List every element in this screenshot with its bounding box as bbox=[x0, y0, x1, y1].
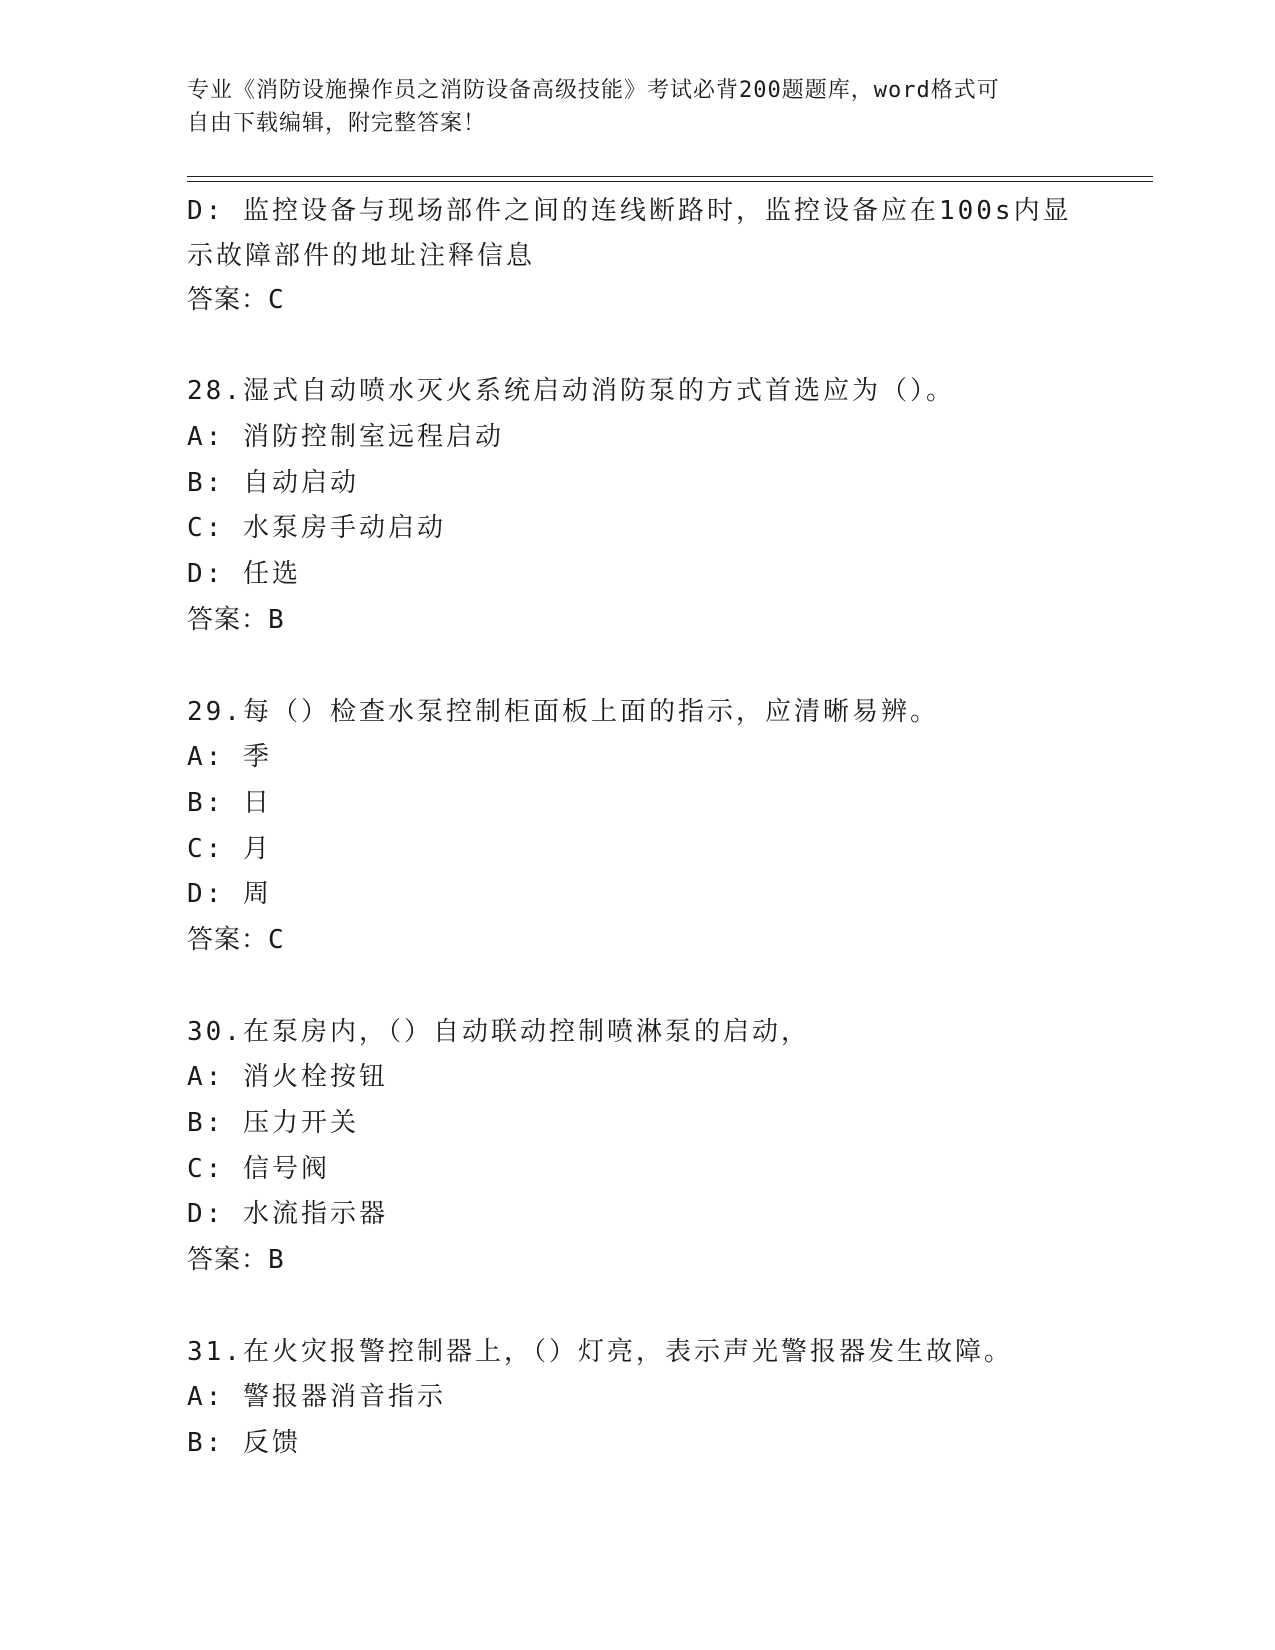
answer: 答案：C bbox=[187, 924, 285, 955]
header-line-1: 专业《消防设施操作员之消防设备高级技能》考试必背200题题库，word格式可 bbox=[187, 78, 1000, 103]
question-stem: 31.在火灾报警控制器上，（）灯亮，表示声光警报器发生故障。 bbox=[187, 1336, 1013, 1367]
option-a: A: 季 bbox=[187, 742, 272, 773]
option-d: D: 任选 bbox=[187, 559, 301, 590]
option-d: D: 监控设备与现场部件之间的连线断路时，监控设备应在100s内显 bbox=[187, 196, 1072, 226]
question-list bbox=[187, 189, 1087, 1467]
option-d: D: 周 bbox=[187, 879, 272, 910]
option-d: D: 水流指示器 bbox=[187, 1199, 388, 1230]
question-30 bbox=[187, 1010, 1087, 1284]
question-31 bbox=[187, 1330, 1087, 1467]
option-a: A: 消火栓按钮 bbox=[187, 1062, 388, 1093]
option-d-continued: 示故障部件的地址注释信息 bbox=[187, 240, 536, 271]
spacer bbox=[187, 964, 1087, 1010]
answer: 答案：C bbox=[187, 284, 285, 315]
question-stem: 28.湿式自动喷水灭火系统启动消防泵的方式首选应为（）。 bbox=[187, 376, 955, 407]
answer: 答案：B bbox=[187, 1245, 285, 1276]
option-b: B: 反馈 bbox=[187, 1428, 301, 1459]
option-a: A: 消防控制室远程启动 bbox=[187, 422, 504, 453]
question-stem: 30.在泵房内，（）自动联动控制喷淋泵的启动， bbox=[187, 1016, 810, 1047]
header-divider-top bbox=[187, 176, 1153, 177]
option-b: B: 自动启动 bbox=[187, 467, 359, 498]
header-line-2: 自由下载编辑，附完整答案！ bbox=[187, 111, 487, 136]
document-header bbox=[187, 74, 1067, 140]
option-c: C: 水泵房手动启动 bbox=[187, 513, 446, 544]
question-stem: 29.每（）检查水泵控制柜面板上面的指示，应清晰易辨。 bbox=[187, 696, 939, 727]
question-28 bbox=[187, 369, 1087, 643]
option-b: B: 日 bbox=[187, 787, 272, 818]
option-c: C: 信号阀 bbox=[187, 1153, 330, 1184]
spacer bbox=[187, 644, 1087, 690]
answer: 答案：B bbox=[187, 604, 285, 635]
option-c: C: 月 bbox=[187, 833, 272, 864]
option-a: A: 警报器消音指示 bbox=[187, 1382, 446, 1413]
spacer bbox=[187, 1284, 1087, 1330]
spacer bbox=[187, 323, 1087, 369]
question-29 bbox=[187, 690, 1087, 964]
question-27-tail bbox=[187, 189, 1087, 323]
header-divider-bottom bbox=[187, 181, 1153, 182]
option-b: B: 压力开关 bbox=[187, 1108, 359, 1138]
